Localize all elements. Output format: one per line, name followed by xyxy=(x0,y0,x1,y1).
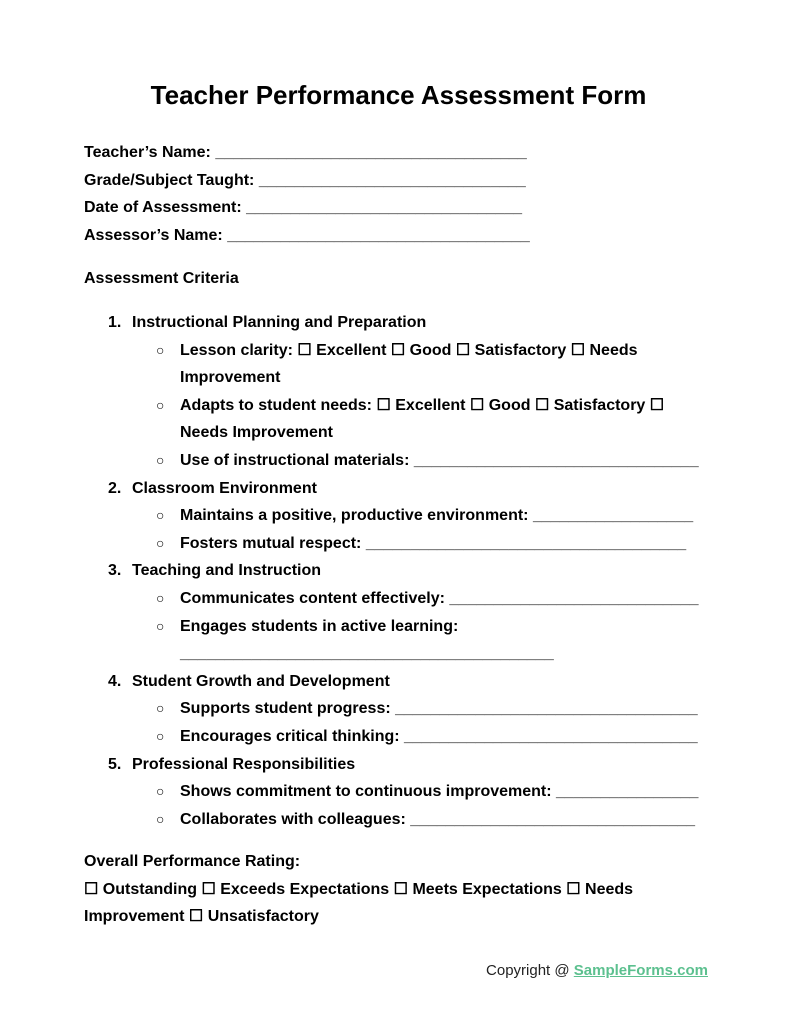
section-heading xyxy=(84,557,704,585)
bullet-icon: ○ xyxy=(156,534,165,551)
field-blank[interactable]: __________________________________ xyxy=(227,226,530,244)
item-text: Collaborates with colleagues: ________________________________ xyxy=(180,810,696,828)
criteria-list xyxy=(84,309,704,833)
list-item[interactable] xyxy=(84,806,704,834)
section-title: Instructional Planning and Preparation xyxy=(132,314,427,331)
item-text: Engages students in active learning: __________________________________________ xyxy=(180,617,554,663)
list-item[interactable] xyxy=(84,502,704,530)
overall-rating xyxy=(84,848,644,931)
section-title: Classroom Environment xyxy=(132,479,317,497)
item-text: Use of instructional materials: ________________________________ xyxy=(180,451,699,469)
section-heading xyxy=(84,668,704,696)
section-number: 4. xyxy=(108,672,122,690)
section-number: 5. xyxy=(108,755,122,773)
overall-rating-label: Overall Performance Rating: xyxy=(84,853,301,870)
bullet-icon: ○ xyxy=(156,783,165,800)
field-blank[interactable]: ______________________________ xyxy=(258,171,526,189)
field-label: Teacher’s Name: xyxy=(84,144,211,161)
bullet-icon: ○ xyxy=(156,396,165,413)
section-title: Teaching and Instruction xyxy=(132,562,322,580)
bullet-icon: ○ xyxy=(156,700,165,717)
list-item[interactable] xyxy=(84,613,704,668)
item-text: Shows commitment to continuous improvement: ________________ xyxy=(180,783,699,801)
list-item[interactable] xyxy=(84,695,704,723)
bullet-icon: ○ xyxy=(156,727,165,744)
section-number: 3. xyxy=(108,562,122,580)
field-label: Date of Assessment: xyxy=(84,199,242,217)
field-label: Assessor’s Name: xyxy=(84,226,223,244)
list-item[interactable] xyxy=(84,778,704,806)
item-text: Supports student progress: __________________________________ xyxy=(180,700,698,718)
criteria-heading: Assessment Criteria xyxy=(84,270,239,287)
page-title: Teacher Performance Assessment Form xyxy=(150,80,647,110)
field-blank[interactable]: ___________________________________ xyxy=(215,144,527,161)
item-text: Adapts to student needs: ☐ Excellent ☐ Good ☐ Satisfactory ☐ Needs Improvement xyxy=(180,396,665,442)
list-item[interactable] xyxy=(84,723,704,751)
item-text: Communicates content effectively: ____________________________ xyxy=(180,589,699,607)
section-title: Student Growth and Development xyxy=(132,672,390,690)
copyright-footer xyxy=(486,962,708,979)
section-number: 1. xyxy=(108,314,122,331)
copyright-text: Copyright @ xyxy=(486,962,574,979)
item-text: Lesson clarity: ☐ Excellent ☐ Good ☐ Satisfactory ☐ Needs Improvement xyxy=(180,341,638,387)
item-text: Encourages critical thinking: _________________________________ xyxy=(180,727,698,745)
bullet-icon: ○ xyxy=(156,589,165,606)
list-item[interactable] xyxy=(84,530,704,558)
field-blank[interactable]: _______________________________ xyxy=(246,199,522,217)
list-item[interactable] xyxy=(84,585,704,613)
section-heading xyxy=(84,751,704,779)
section-heading xyxy=(84,309,704,337)
assessor-name-field[interactable] xyxy=(84,222,530,250)
date-field[interactable] xyxy=(84,194,530,222)
info-fields xyxy=(84,139,530,249)
grade-subject-field[interactable] xyxy=(84,167,530,195)
item-text: Maintains a positive, productive environment: __________________ xyxy=(180,507,694,525)
sampleforms-link[interactable]: SampleForms.com xyxy=(573,962,708,979)
list-item[interactable] xyxy=(84,337,704,392)
section-number: 2. xyxy=(108,479,122,497)
bullet-icon: ○ xyxy=(156,341,165,358)
item-text: Fosters mutual respect: ____________________________________ xyxy=(180,534,687,552)
overall-rating-options[interactable]: ☐ Outstanding ☐ Exceeds Expectations ☐ Meets Expectations ☐ Needs Improvement ☐ Unsatisfactory xyxy=(84,880,634,926)
bullet-icon: ○ xyxy=(156,451,165,468)
list-item[interactable] xyxy=(84,447,704,475)
teacher-name-field[interactable] xyxy=(84,139,530,167)
list-item[interactable] xyxy=(84,392,704,447)
section-title: Professional Responsibilities xyxy=(132,755,356,773)
field-label: Grade/Subject Taught: xyxy=(84,171,255,189)
bullet-icon: ○ xyxy=(156,810,165,827)
bullet-icon: ○ xyxy=(156,507,165,524)
bullet-icon: ○ xyxy=(156,617,165,634)
section-heading xyxy=(84,475,704,503)
